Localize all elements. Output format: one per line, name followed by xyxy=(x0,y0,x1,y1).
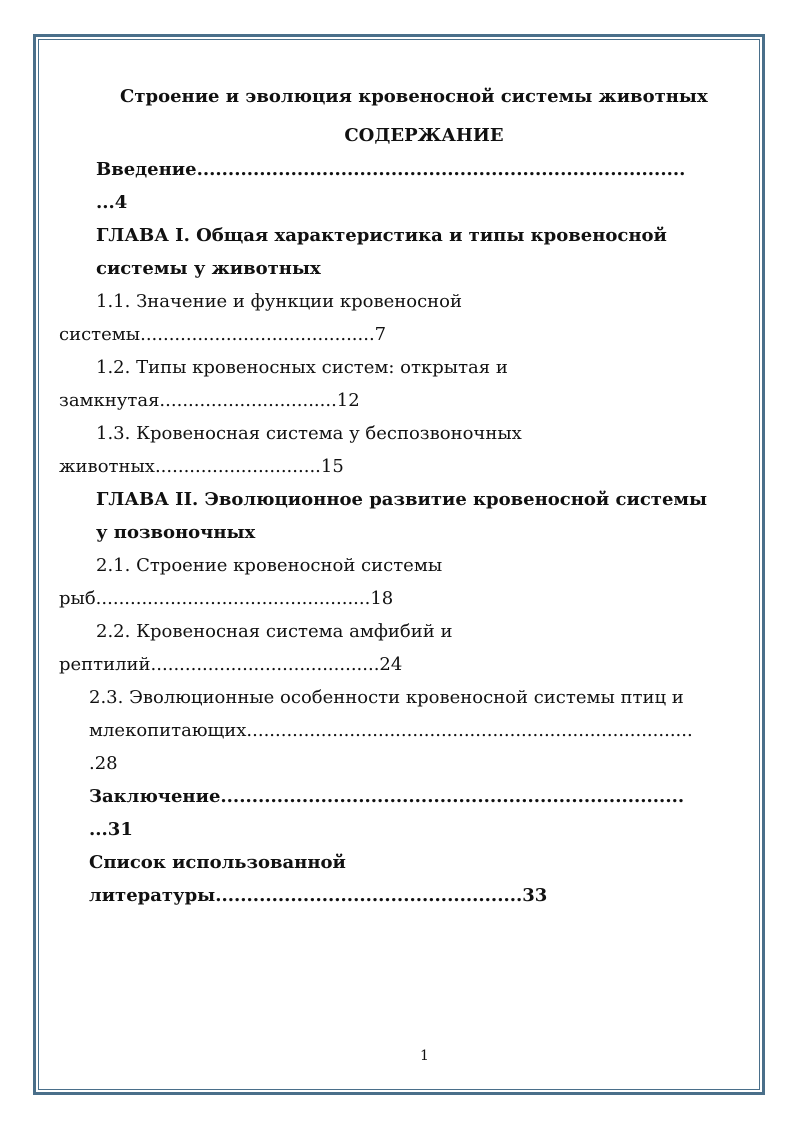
toc-chapter2-line2[interactable]: у позвоночных xyxy=(96,522,256,543)
toc-section-2-1-line1[interactable]: 2.1. Строение кровеносной системы xyxy=(96,555,443,576)
toc-intro-line1[interactable]: Введение.............................................................................. xyxy=(96,159,686,180)
toc-intro-line2[interactable]: ...4 xyxy=(96,192,128,213)
toc-section-1-1-line1[interactable]: 1.1. Значение и функции кровеносной xyxy=(96,291,463,312)
toc-section-2-3-line1[interactable]: 2.3. Эволюционные особенности кровеносной системы птиц и xyxy=(89,687,684,708)
toc-chapter1-line1[interactable]: ГЛАВА I. Общая характеристика и типы кровеносной xyxy=(96,225,667,246)
toc-section-2-1-line2[interactable]: рыб................................................18 xyxy=(59,588,394,609)
toc-chapter2-line1[interactable]: ГЛАВА II. Эволюционное развитие кровеносной системы xyxy=(96,489,708,510)
toc-chapter1-line2[interactable]: системы у животных xyxy=(96,258,321,279)
toc-section-2-2-line1[interactable]: 2.2. Кровеносная система амфибий и xyxy=(96,621,453,642)
toc-conclusion-line2[interactable]: ...31 xyxy=(89,819,133,840)
toc-section-1-2-line2[interactable]: замкнутая...............................12 xyxy=(59,390,360,411)
toc-section-2-3-line3[interactable]: .28 xyxy=(89,753,118,774)
toc-section-1-3-line2[interactable]: животных.............................15 xyxy=(59,456,344,477)
toc-heading: СОДЕРЖАНИЕ xyxy=(344,125,504,146)
toc-conclusion-line1[interactable]: Заключение.......................................................................... xyxy=(89,786,685,807)
toc-section-2-2-line2[interactable]: рептилий........................................24 xyxy=(59,654,403,675)
page-number: 1 xyxy=(420,1048,429,1064)
toc-section-2-3-line2[interactable]: млекопитающих.............................................................................. xyxy=(89,720,693,741)
toc-section-1-1-line2[interactable]: системы.........................................7 xyxy=(59,324,387,345)
document-title: Строение и эволюция кровеносной системы животных xyxy=(120,86,708,107)
toc-bibliography-line2[interactable]: литературы.................................................33 xyxy=(89,885,548,906)
toc-section-1-3-line1[interactable]: 1.3. Кровеносная система у беспозвоночных xyxy=(96,423,522,444)
toc-section-1-2-line1[interactable]: 1.2. Типы кровеносных систем: открытая и xyxy=(96,357,508,378)
toc-bibliography-line1[interactable]: Список использованной xyxy=(89,852,346,873)
